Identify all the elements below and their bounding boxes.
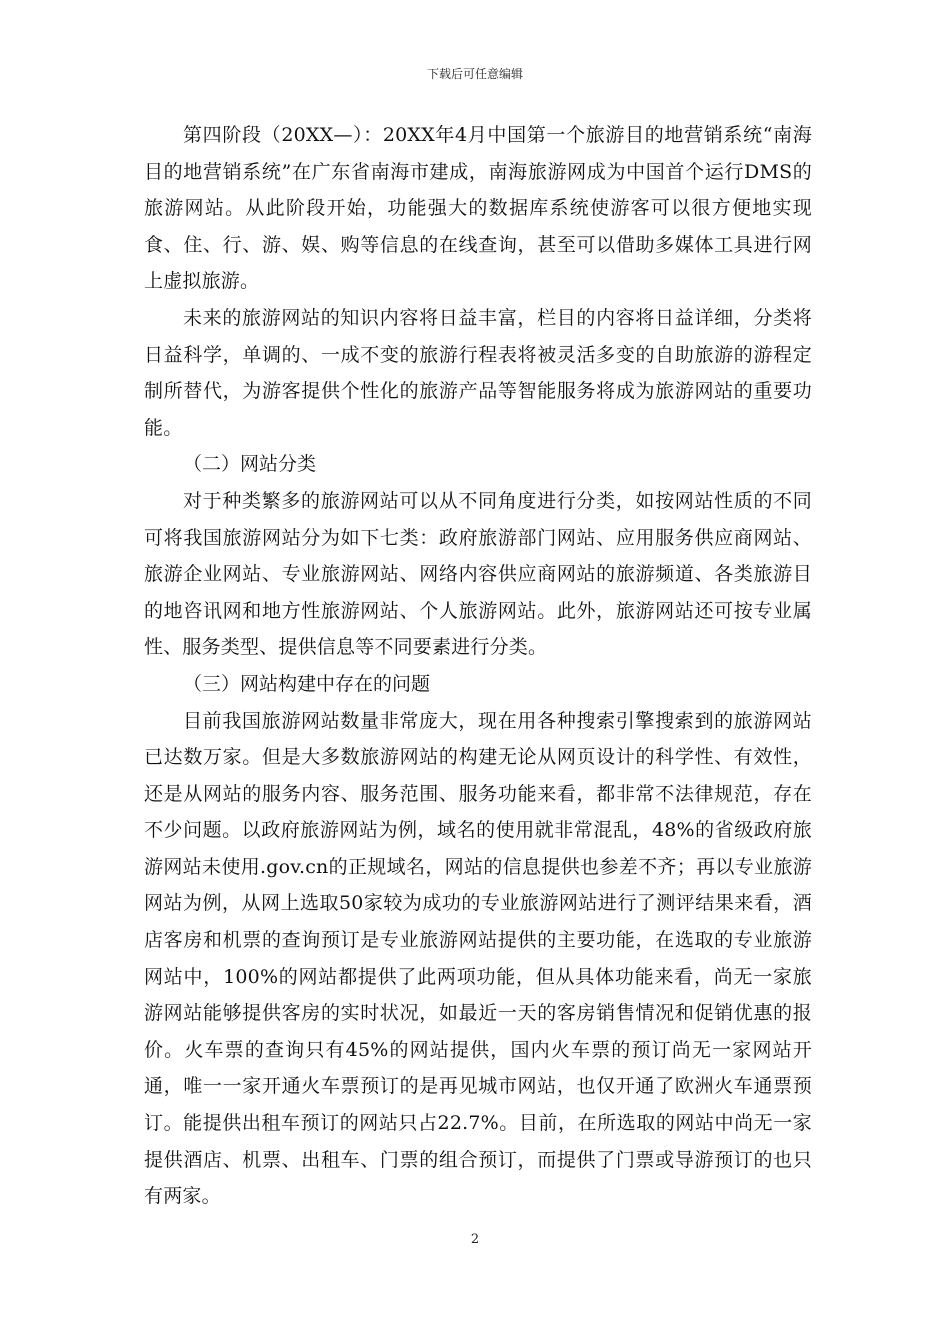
paragraph-classification: 对于种类繁多的旅游网站可以从不同角度进行分类，如按网站性质的不同可将我国旅游网站分为如下七类：政府旅游部门网站、应用服务供应商网站、旅游企业网站、专业旅游网站、网络内容供应商网站的旅游频道、各类旅游目的地咨讯网和地方性旅游网站、个人旅游网站。此外，旅游网站还可按专业属性、服务类型、提供信息等不同要素进行分类。	[144, 489, 812, 659]
document-body	[144, 117, 812, 1215]
section-heading-construction-problems: （三）网站构建中存在的问题	[183, 672, 431, 695]
page-header: 下载后可任意编辑	[426, 67, 523, 81]
paragraph-construction-problems: 目前我国旅游网站数量非常庞大，现在用各种搜索引擎搜索到的旅游网站已达数万家。但是大多数旅游网站的构建无论从网页设计的科学性、有效性，还是从网站的服务内容、服务范围、服务功能来看，都非常不法律规范，存在不少问题。以政府旅游网站为例，域名的使用就非常混乱，48%的省级政府旅游网站未使用.gov.cn的正规域名，网站的信息提供也参差不齐；再以专业旅游网站为例，从网上选取50家较为成功的专业旅游网站进行了测评结果来看，酒店客房和机票的查询预订是专业旅游网站提供的主要功能，在选取的专业旅游网站中，100%的网站都提供了此两项功能，但从具体功能来看，尚无一家旅游网站能够提供客房的实时状况，如最近一天的客房销售情况和促销优惠的报价。火车票的查询只有45%的网站提供，国内火车票的预订尚无一家网站开通，唯一一家开通火车票预订的是再见城市网站，也仅开通了欧洲火车通票预订。能提供出租车预订的网站只占22.7%。目前，在所选取的网站中尚无一家提供酒店、机票、出租车、门票的组合预订，而提供了门票或导游预订的也只有两家。	[144, 709, 812, 1208]
page-number: 2	[470, 1232, 480, 1247]
paragraph-stage-four: 第四阶段（20XX—）：20XX年4月中国第一个旅游目的地营销系统“南海目的地营销系统”在广东省南海市建成，南海旅游网成为中国首个运行DMS的旅游网站。从此阶段开始，功能强大的数据库系统使游客可以很方便地实现食、住、行、游、娱、购等信息的在线查询，甚至可以借助多媒体工具进行网上虚拟旅游。	[144, 124, 812, 293]
paragraph-future-websites: 未来的旅游网站的知识内容将日益丰富，栏目的内容将日益详细，分类将日益科学，单调的、一成不变的旅游行程表将被灵活多变的自助旅游的游程定制所替代，为游客提供个性化的旅游产品等智能服务将成为旅游网站的重要功能。	[144, 306, 812, 439]
section-heading-website-classification: （二）网站分类	[183, 453, 317, 476]
